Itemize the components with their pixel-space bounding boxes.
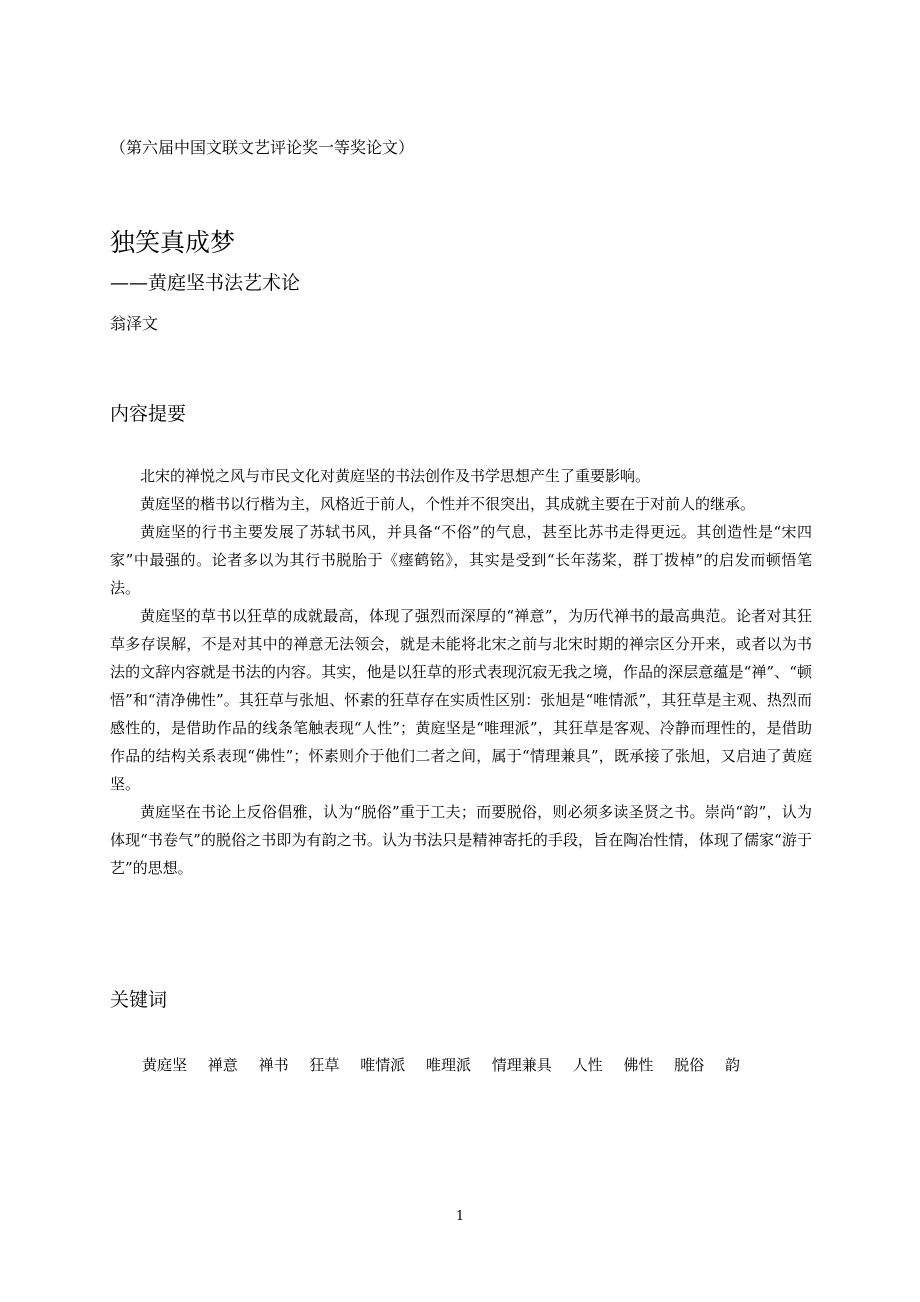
- keyword-item: 人性: [572, 1056, 603, 1074]
- document-title: 独笑真成梦: [110, 228, 236, 257]
- keyword-item: 情理兼具: [491, 1056, 552, 1074]
- keyword-item: 韵: [724, 1056, 740, 1074]
- keyword-item: 黄庭坚: [142, 1056, 188, 1074]
- abstract-heading: 内容提要: [110, 403, 187, 425]
- author-name: 翁泽文: [110, 314, 159, 333]
- keyword-item: 脱俗: [674, 1056, 705, 1074]
- keyword-item: 唯情派: [360, 1056, 406, 1074]
- keywords-list: [142, 1052, 756, 1078]
- keyword-item: 佛性: [623, 1056, 654, 1074]
- abstract-paragraph: 黄庭坚的行书主要发展了苏轼书风，并具备“不俗”的气息，甚至比苏书走得更远。其创造性是“宋四家”中最强的。论者多以为其行书脱胎于《瘗鹤铭》，其实是受到“长年荡桨，群丁拨棹”的启发而顿悟笔法。: [110, 523, 812, 597]
- keyword-item: 狂草: [309, 1056, 340, 1074]
- keywords-heading: 关键词: [110, 989, 168, 1011]
- abstract-body: [110, 462, 812, 882]
- keyword-item: 禅意: [207, 1056, 238, 1074]
- award-note: （第六届中国文联文艺评论奖一等奖论文）: [110, 138, 415, 157]
- page-number: 1: [455, 1209, 465, 1224]
- keyword-item: 唯理派: [425, 1056, 471, 1074]
- abstract-paragraph: 北宋的禅悦之风与市民文化对黄庭坚的书法创作及书学思想产生了重要影响。: [140, 467, 651, 485]
- abstract-paragraph: 黄庭坚在书论上反俗倡雅，认为“脱俗”重于工夫；而要脱俗，则必须多读圣贤之书。崇尚“韵”，认为体现“书卷气”的脱俗之书即为有韵之书。认为书法只是精神寄托的手段，旨在陶冶性情，体现了儒家“游于艺”的思想。: [110, 803, 812, 877]
- abstract-paragraph: 黄庭坚的草书以狂草的成就最高，体现了强烈而深厚的“禅意”，为历代禅书的最高典范。论者对其狂草多存误解，不是对其中的禅意无法领会，就是未能将北宋之前与北宋时期的禅宗区分开来，或者以为书法的文辞内容就是书法的内容。其实，他是以狂草的形式表现沉寂无我之境，作品的深层意蕴是“禅”、“顿悟”和“清净佛性”。其狂草与张旭、怀素的狂草存在实质性区别：张旭是“唯情派”，其狂草是主观、热烈而感性的，是借助作品的线条笔触表现“人性”；黄庭坚是“唯理派”，其狂草是客观、冷静而理性的，是借助作品的结构关系表现“佛性”；怀素则介于他们二者之间，属于“情理兼具”，既承接了张旭，又启迪了黄庭坚。: [110, 607, 812, 793]
- document-subtitle: ——黄庭坚书法艺术论: [110, 272, 301, 294]
- keyword-item: 禅书: [258, 1056, 289, 1074]
- abstract-paragraph: 黄庭坚的楷书以行楷为主，风格近于前人，个性并不很突出，其成就主要在于对前人的继承。: [140, 495, 756, 513]
